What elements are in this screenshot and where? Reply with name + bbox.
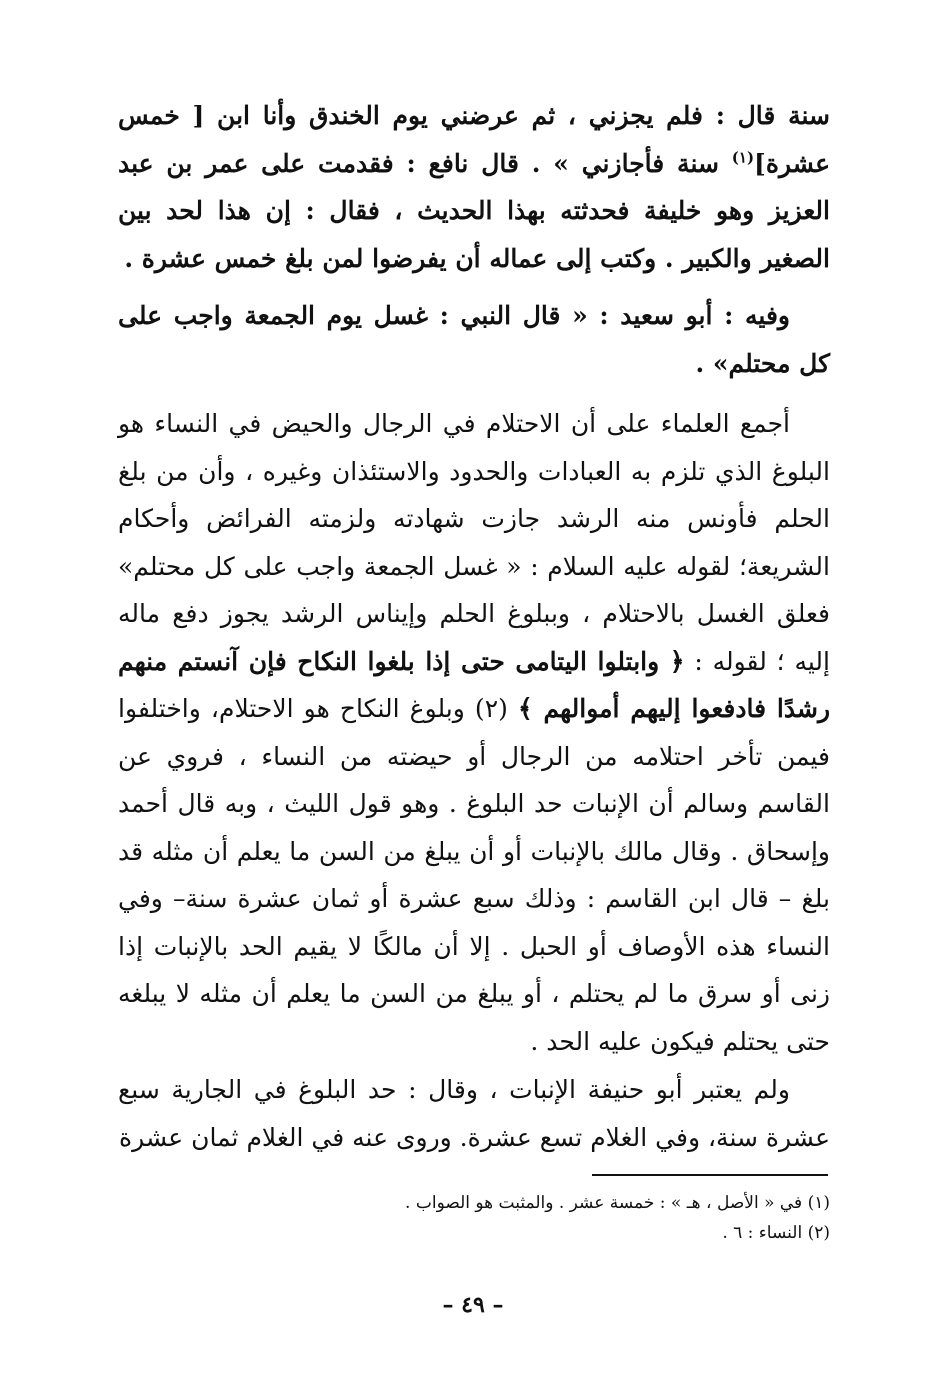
paragraph-abu-hanifa <box>118 1066 830 1161</box>
footnote-marker-1: (١) <box>731 148 755 167</box>
page-number: – ٤٩ – <box>442 1292 504 1318</box>
quran-verse: ﴿ وابتلوا اليتامى حتى إذا بلغوا النكاح فإن آنستم منهم رشدًا فادفعوا إليهم أموالهم ﴾ <box>118 646 831 723</box>
paragraph-2: وفيه : أبو سعيد : « قال النبي : غسل يوم الجمعة واجب على كل محتلم» . <box>118 301 830 378</box>
paragraph-1-rest: سنة فأجازني » . قال نافع : فقدمت على عمر بن عبد العزيز وهو خليفة فحدثته بهذا الحديث ، فقال : إن هذا لحد بين الصغير والكبير . وكتب إلى عماله أن يفرضوا لمن بلغ خمس عشرة . <box>118 148 830 273</box>
paragraph-commentary <box>118 400 830 1065</box>
footnote-marker-2: (٢) <box>474 694 518 723</box>
footnote-1: (١) في « الأصل ، هـ » : خمسة عشر . والمثبت هو الصواب . <box>405 1193 830 1213</box>
paragraph-3 <box>118 400 830 1065</box>
paragraph-4: ولم يعتبر أبو حنيفة الإنبات ، وقال : حد البلوغ في الجارية سبع عشرة سنة، وفي الغلام تسع عشرة. وروى عنه في الغلام ثمان عشرة <box>118 1075 830 1152</box>
paragraph-3-part-a: أجمع العلماء على أن الاحتلام في الرجال والحيض في النساء هو البلوغ الذي تلزم به العبادات والحدود والاستئذان وغيره ، وأن من بلغ الحلم فأونس منه الرشد جازت شهادته ولزمته الفرائض وأحكام الشريعة؛ لقوله عليه السلام : « غسل الجمعة واجب على كل محتلم» فعلق الغسل بالاحتلام ، وببلوغ الحلم وإيناس الرشد يجوز دفع ماله إليه ؛ لقوله : <box>118 409 830 676</box>
paragraph-1 <box>118 92 830 282</box>
footnote-divider <box>592 1174 828 1176</box>
paragraph-3-part-b: وبلوغ النكاح هو الاحتلام، واختلفوا فيمن تأخر احتلامه من الرجال أو حيضته من النساء ، فروي عن القاسم وسالم أن الإنبات حد البلوغ . وهو قول الليث ، وبه قال أحمد وإسحاق . وقال مالك بالإنبات أو أن يبلغ من السن ما يعلم أن مثله قد بلغ – قال ابن القاسم : وذلك سبع عشرة أو ثمان عشرة سنة– وفي النساء هذه الأوصاف أو الحبل . إلا أن مالكًا لا يقيم الحد بالإنبات إذا زنى أو سرق ما لم يحتلم ، أو يبلغ من السن ما يعلم أن مثله لا يبلغه حتى يحتلم فيكون عليه الحد . <box>118 694 830 1056</box>
paragraph-1-start: سنة قال : فلم يجزني ، ثم عرضني يوم الخندق وأنا ابن [ خمس عشرة] <box>118 101 830 178</box>
footnote-2: (٢) النساء : ٦ . <box>722 1223 830 1243</box>
footnotes <box>118 1188 830 1248</box>
paragraph-abu-said <box>118 292 830 387</box>
paragraph-hadith-end <box>118 92 830 282</box>
